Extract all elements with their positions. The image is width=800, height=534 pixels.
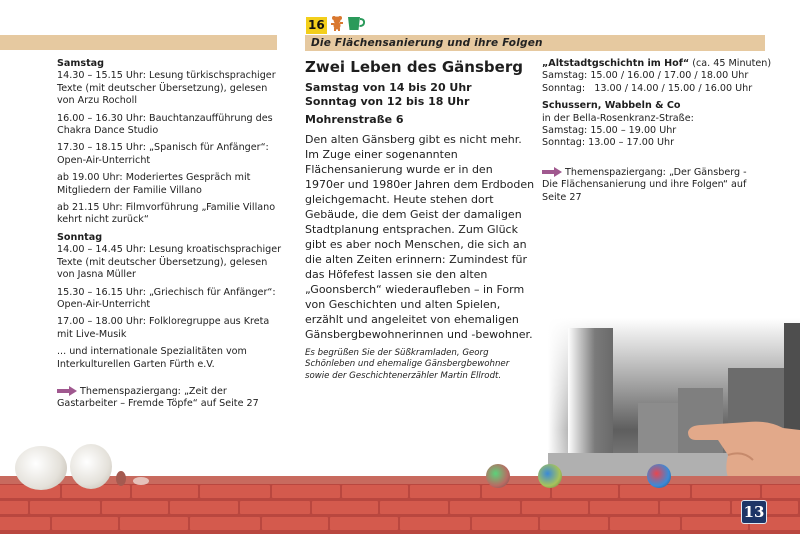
schedule-entry: ... und internationale Spezialitäten vom Interkulturellen Garten Fürth e.V.: [57, 346, 247, 370]
garlic-clove: [133, 477, 149, 485]
pointing-hand: [688, 410, 800, 485]
left-column: [57, 58, 287, 411]
theme-walk-text: Themenspaziergang: „Der Gänsberg - Die Flächensanierung und ihre Folgen“ auf Seite 27: [542, 166, 747, 203]
theme-walk-link[interactable]: [57, 386, 287, 411]
garlic-clove: [116, 471, 126, 486]
event-note: Es begrüßen Sie der Süßkramladen, Georg Schönleben und ehemalige Gänsbergbewohner sowie der Geschichtenerzähler Martin Ellrodt.: [305, 348, 510, 381]
event-location: in der Bella-Rosenkranz-Straße:: [542, 112, 694, 124]
marble: [538, 464, 562, 488]
garlic-bulb: [70, 444, 112, 489]
event-times-sunday: Sonntag: 13.00 – 17.00 Uhr: [542, 137, 675, 149]
day-heading-saturday: Samstag: [57, 58, 105, 69]
marble: [647, 464, 671, 488]
schedule-entry: 15.30 – 16.15 Uhr: „Griechisch für Anfänger“: Open-Air-Unterricht: [57, 286, 276, 310]
cup-icon: [347, 15, 365, 35]
arrow-right-icon: [542, 168, 562, 175]
header-bar-left: [0, 35, 277, 50]
section-badge: [306, 16, 365, 34]
event-altstadtgschichtn: [542, 58, 782, 70]
event-duration: (ca. 45 Minuten): [692, 58, 772, 69]
arrow-right-icon: [57, 387, 77, 394]
section-number: 16: [308, 17, 325, 32]
right-column: [542, 58, 782, 204]
schedule-entry: 14.00 – 14.45 Uhr: Lesung kroatischsprachiger Texte (mit deutscher Übersetzung), gelesen von Jasna Müller: [57, 244, 282, 281]
hours-sunday: Sonntag von 12 bis 18 Uhr: [305, 95, 470, 108]
brick-wall: [0, 484, 800, 534]
event-description: Den alten Gänsberg gibt es nicht mehr. Im Zuge einer sogenannten Flächensanierung wurde er in den 1970er und 1980er Jahren dem Erdboden gleichgemacht. Heute stehen dort Gebäude, die dem Geist der damaligen Stadtplanung entsprachen. Zum Glück gibt es aber noch Menschen, die sich an die alten Zeiten erinnern: Zumindest für das Höfefest lassen sie den alten „Goonsberch“ wiederaufleben – in Form von Geschichten und alten Spielen, erzählt und angeleitet von ehemaligen Gänsbergbewohnerinnen und -bewohner.: [305, 133, 535, 341]
event-title: „Altstadtgschichtn im Hof“: [542, 58, 690, 69]
event-times-sunday: Sonntag: 13.00 / 14.00 / 15.00 / 16.00 Uhr: [542, 82, 753, 94]
schedule-entry: 17.30 – 18.15 Uhr: „Spanisch für Anfänger“: Open-Air-Unterricht: [57, 142, 269, 166]
schedule-entry: 16.00 – 16.30 Uhr: Bauchtanzaufführung des Chakra Dance Studio: [57, 112, 273, 137]
event-address: Mohrenstraße 6: [305, 113, 404, 126]
teddy-bear-icon: [330, 15, 344, 35]
day-heading-sunday: Sonntag: [57, 231, 103, 243]
event-times-saturday: Samstag: 15.00 / 16.00 / 17.00 / 18.00 Uhr: [542, 70, 749, 82]
hours-saturday: Samstag von 14 bis 20 Uhr: [305, 81, 472, 94]
schedule-entry: ab 21.15 Uhr: Filmvorführung „Familie Villano kehrt nicht zurück“: [57, 202, 276, 226]
event-title: Zwei Leben des Gänsberg: [305, 58, 523, 76]
garlic-bulb: [15, 446, 67, 490]
theme-walk-text: Themenspaziergang: „Zeit der Gastarbeiter – Fremde Töpfe“ auf Seite 27: [57, 385, 259, 410]
middle-column: [305, 58, 535, 382]
schedule-entry: 14.30 – 15.15 Uhr: Lesung türkischsprachiger Texte (mit deutscher Übersetzung), gelesen von Arzu Rocholl: [57, 70, 276, 107]
section-title: Die Flächensanierung und ihre Folgen: [311, 37, 543, 49]
event-title: Schussern, Wabbeln & Co: [542, 100, 681, 112]
schedule-entry: 17.00 – 18.00 Uhr: Folkloregruppe aus Kreta mit Live-Musik: [57, 316, 270, 340]
theme-walk-link[interactable]: [542, 167, 757, 204]
marble: [486, 464, 510, 488]
schedule-entry: ab 19.00 Uhr: Moderiertes Gespräch mit Mitgliedern der Familie Villano: [57, 172, 251, 196]
page-number-plate: 13: [741, 500, 767, 524]
event-times-saturday: Samstag: 15.00 – 19.00 Uhr: [542, 125, 677, 137]
